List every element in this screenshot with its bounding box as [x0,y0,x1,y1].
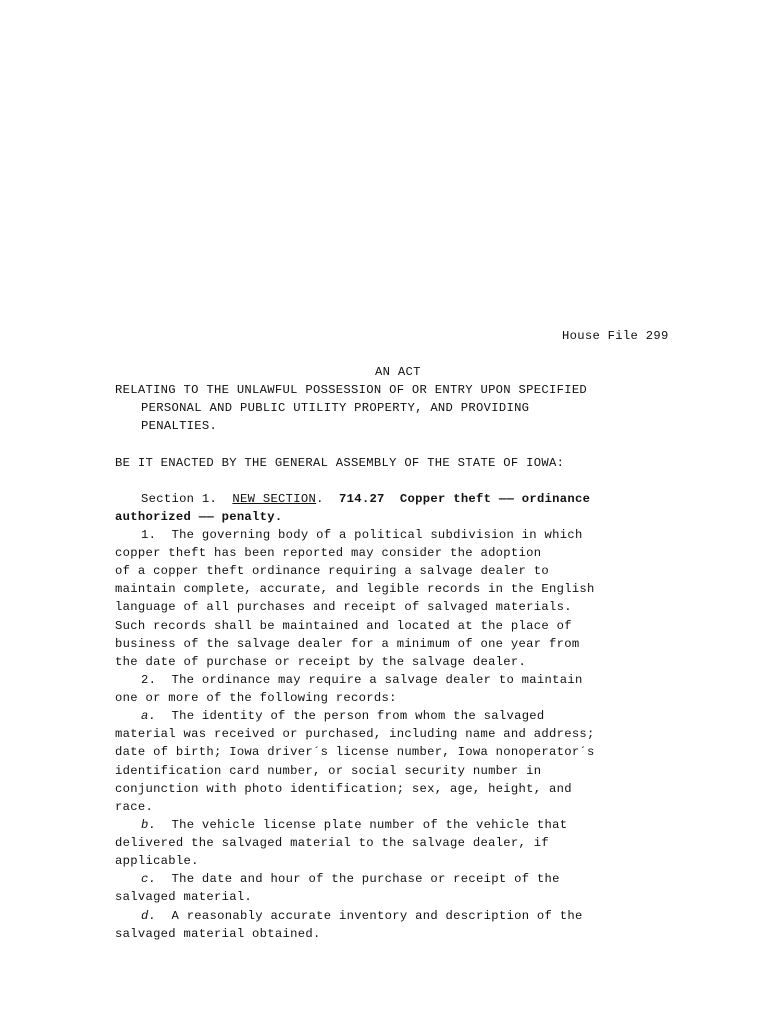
body-line-text: The identity of the person from whom the salvaged [156,709,545,724]
body-line [115,852,199,870]
body-line [115,617,572,635]
body-line [115,780,572,798]
body-line-text: maintain complete, accurate, and legible records in the English [115,582,595,597]
body-line [115,798,153,816]
body-line-text: A reasonably accurate inventory and description of the [156,908,583,923]
body-line-text: salvaged material obtained. [115,926,321,941]
body-line-text: race. [115,799,154,814]
body-line [115,562,549,580]
subsection-marker: c. [141,872,157,887]
body-line [141,526,583,544]
body-line [115,653,526,671]
body-line [115,762,541,780]
body-line [115,888,252,906]
body-line [115,834,549,852]
body-line [141,816,567,834]
subsection-marker: a. [141,709,157,724]
act-title-line-2: PERSONAL AND PUBLIC UTILITY PROPERTY, AND PROVIDING [141,401,530,415]
body-line-text: copper theft has been reported may consider the adoption [115,546,542,561]
act-title-line-3: PENALTIES. [141,419,218,433]
body-line-text: The vehicle license plate number of the vehicle that [156,817,568,832]
section-label: Section 1. [141,492,218,506]
body-line-text: delivered the salvaged material to the salvage dealer, if [115,836,549,851]
bill-number: House File 299 [562,329,669,343]
body-line [115,725,595,743]
body-line-text: material was received or purchased, including name and address; [115,727,595,742]
body-line-text: 1. The governing body of a political subdivision in which [141,528,583,542]
body-line-text: identification card number, or social security number in [115,763,542,778]
body-line-text: the date of purchase or receipt by the salvage dealer. [115,654,527,669]
body-line-text: language of all purchases and receipt of salvaged materials. [115,600,572,615]
subsection-marker: d. [141,908,157,923]
section-heading-text: Copper theft —— ordinance [399,492,591,506]
subsection-marker: b. [141,817,157,832]
section-number: 714.27 [338,492,385,506]
body-line-text: business of the salvage dealer for a minimum of one year from [115,636,580,651]
body-line-text: 2. The ordinance may require a salvage dealer to maintain [141,672,583,687]
body-line [115,598,572,616]
body-line-text: salvaged material. [115,890,253,905]
body-line-text: of a copper theft ordinance requiring a salvage dealer to [115,564,549,579]
act-title-line-1: RELATING TO THE UNLAWFUL POSSESSION OF OR ENTRY UPON SPECIFIED [115,383,588,397]
act-heading: AN ACT [375,365,421,379]
section-heading: Section 1. NEW SECTION. 714.27 Copper theft —— ordinance [141,492,591,506]
body-line-text: applicable. [115,854,199,869]
section-heading-continued: authorized —— penalty. [115,510,283,524]
new-section-label: NEW SECTION [232,492,317,506]
body-line-text: conjunction with photo identification; sex, age, height, and [115,781,572,796]
body-line [141,907,583,925]
body-line [115,925,321,943]
body-line [115,635,579,653]
body-line [115,580,595,598]
body-line-text: one or more of the following records: [115,691,397,706]
body-line [141,671,583,689]
enacting-clause: BE IT ENACTED BY THE GENERAL ASSEMBLY OF THE STATE OF IOWA: [115,456,565,470]
body-line-text: The date and hour of the purchase or receipt of the [156,872,560,887]
body-line [141,870,560,888]
body-line [141,707,545,725]
body-line [115,544,541,562]
body-line [115,689,397,707]
body-line-text: date of birth; Iowa driver´s license number, Iowa nonoperator´s [115,745,595,760]
body-line-text: Such records shall be maintained and located at the place of [115,618,572,633]
body-line [115,743,595,761]
